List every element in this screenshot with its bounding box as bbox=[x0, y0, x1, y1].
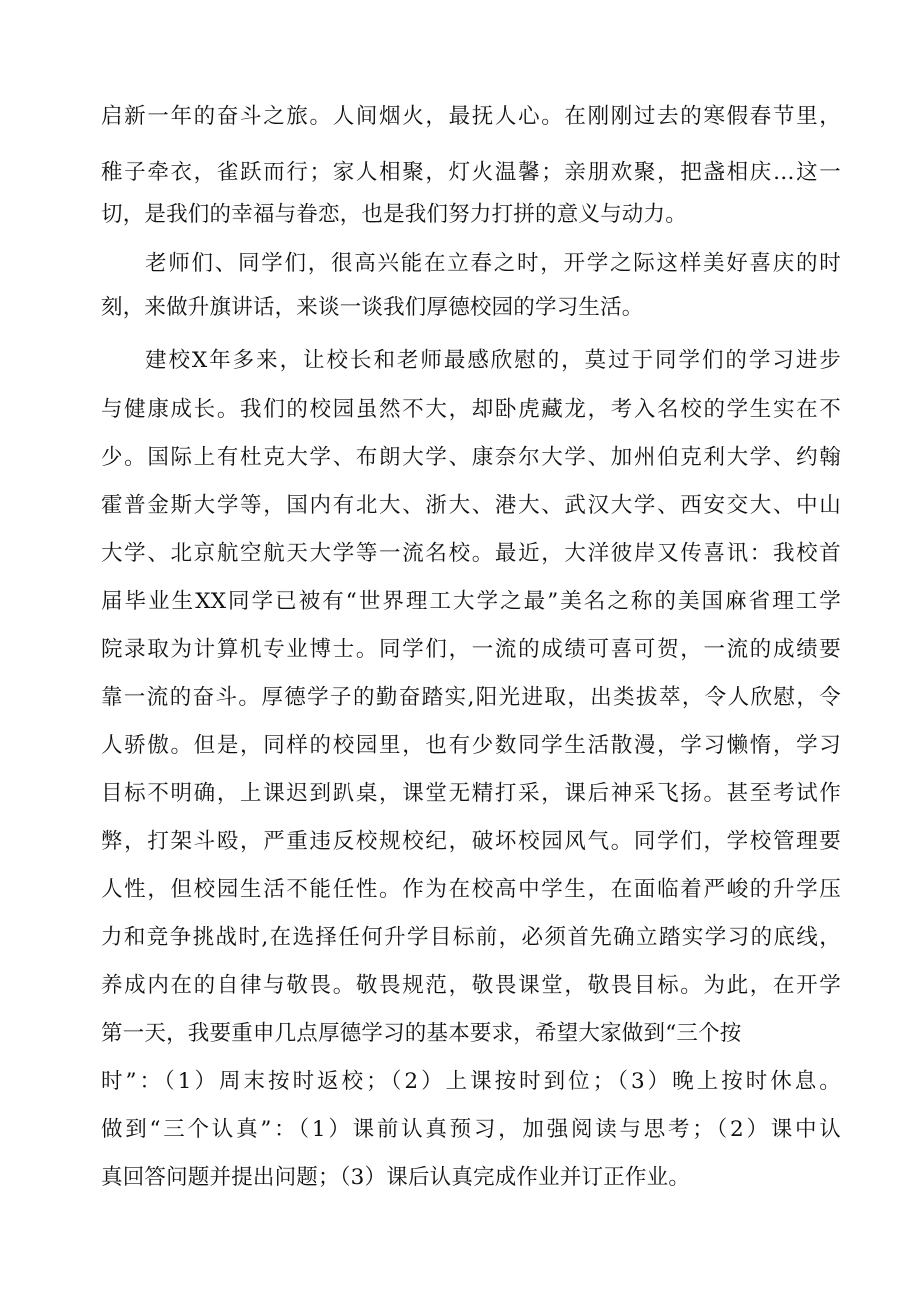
text-line: 时”：（1）周末按时返校；（2）上课按时到位；（3）晚上按时休息。 bbox=[101, 1069, 841, 1094]
text-line: 切，是我们的幸福与眷恋，也是我们努力打拼的意义与动力。 bbox=[101, 202, 687, 227]
text-line: 刻，来做升旗讲话，来谈一谈我们厚德校园的学习生活。 bbox=[101, 295, 644, 320]
text-line: 少。国际上有杜克大学、布朗大学、康奈尔大学、加州伯克利大学、约翰 bbox=[101, 445, 841, 470]
text-line: 院录取为计算机专业博士。同学们，一流的成绩可喜可贺，一流的成绩要 bbox=[101, 637, 841, 662]
text-line: 第一天，我要重申几点厚德学习的基本要求，希望大家做到“三个按 bbox=[101, 1021, 742, 1046]
text-line: 稚子牵衣，雀跃而行；家人相聚，灯火温馨；亲朋欢聚，把盏相庆…这一 bbox=[101, 160, 841, 185]
text-line: 大学、北京航空航天大学等一流名校。最近，大洋彼岸又传喜讯：我校首 bbox=[101, 541, 841, 566]
text-line: 真回答问题并提出问题；（3）课后认真完成作业并订正作业。 bbox=[101, 1165, 691, 1190]
text-line: 霍普金斯大学等，国内有北大、浙大、港大、武汉大学、西安交大、中山 bbox=[101, 493, 841, 518]
text-line: 与健康成长。我们的校园虽然不大，却卧虎藏龙，考入名校的学生实在不 bbox=[101, 397, 841, 422]
text-line: 老师们、同学们，很高兴能在立春之时，开学之际这样美好喜庆的时 bbox=[145, 251, 841, 276]
text-line: 做到“三个认真”：（1）课前认真预习，加强阅读与思考；（2）课中认 bbox=[101, 1117, 841, 1142]
text-line: 人骄傲。但是，同样的校园里，也有少数同学生活散漫，学习懒惰，学习 bbox=[101, 733, 841, 758]
text-line: 弊，打架斗殴，严重违反校规校纪，破坏校园风气。同学们，学校管理要 bbox=[101, 829, 841, 854]
text-line: 力和竞争挑战时,在选择任何升学目标前，必须首先确立踏实学习的底线， bbox=[101, 925, 841, 950]
text-line: 建校X年多来，让校长和老师最感欣慰的，莫过于同学们的学习进步 bbox=[145, 348, 841, 373]
text-line: 目标不明确，上课迟到趴桌，课堂无精打采，课后神采飞扬。甚至考试作 bbox=[101, 781, 841, 806]
text-line: 届毕业生XX同学已被有“世界理工大学之最”美名之称的美国麻省理工学 bbox=[101, 589, 841, 614]
text-line: 靠一流的奋斗。厚德学子的勤奋踏实,阳光进取，出类拔萃，令人欣慰，令 bbox=[101, 685, 841, 710]
text-line: 人性，但校园生活不能任性。作为在校高中学生，在面临着严峻的升学压 bbox=[101, 877, 841, 902]
text-line: 养成内在的自律与敬畏。敬畏规范，敬畏课堂，敬畏目标。为此，在开学 bbox=[101, 973, 841, 998]
text-line: 启新一年的奋斗之旅。人间烟火，最抚人心。在刚刚过去的寒假春节里， bbox=[101, 104, 841, 129]
